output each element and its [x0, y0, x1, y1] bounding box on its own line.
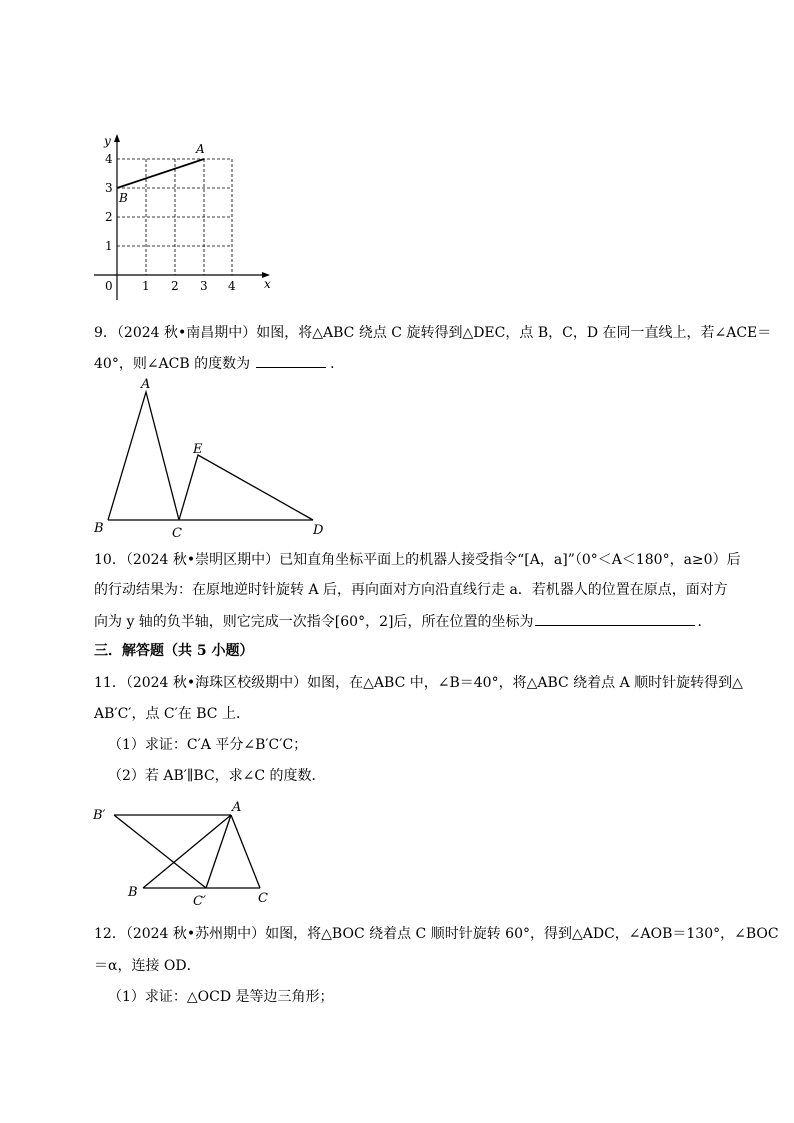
q11-label-bprime: B′ — [93, 808, 106, 823]
axes — [94, 138, 266, 300]
point-b-label: B — [119, 191, 128, 205]
q11-line-2: AB′C′，点 C′在 BC 上． — [94, 706, 250, 722]
q10-answer-blank[interactable] — [535, 611, 695, 626]
point-a-label: A — [196, 142, 205, 156]
q10-line-3-end: ． — [697, 614, 712, 630]
q12-line-1: 12．（2024 秋•苏州期中）如图，将△BOC 绕着点 C 顺时针旋转 60°，得到△ADC，∠AOB＝130°，∠BOC — [94, 926, 779, 942]
y-axis-label: y — [104, 134, 111, 148]
q9-answer-blank[interactable] — [256, 353, 326, 368]
y-axis-arrow — [114, 134, 120, 142]
q12-line-2: ＝α，连接 OD． — [94, 958, 201, 974]
segment-ab — [117, 159, 204, 188]
x-tick-1: 1 — [142, 279, 150, 293]
q9-label-b: B — [94, 521, 104, 536]
q9-figure — [88, 374, 338, 542]
x-tick-3: 3 — [200, 279, 208, 293]
q11-line-1: 11．（2024 秋•海珠区校级期中）如图，在△ABC 中，∠B＝40°，将△ABC 绕着点 A 顺时针旋转得到△ — [94, 675, 743, 691]
x-tick-4: 4 — [228, 279, 236, 293]
q9-label-e: E — [193, 442, 203, 457]
x-axis-label: x — [264, 277, 271, 291]
q11-seg-bprime-cprime — [114, 815, 206, 888]
q9-label-a: A — [141, 377, 151, 392]
q11-label-cprime: C′ — [193, 894, 206, 909]
q12-part-1: （1）求证：△OCD 是等边三角形； — [108, 989, 334, 1005]
q10-line-3-text: 向为 y 轴的负半轴，则它完成一次指令[60°，2]后，所在位置的坐标为 — [94, 614, 534, 630]
x-tick-2: 2 — [171, 279, 179, 293]
q10-line-2: 的行动结果为：在原地逆时针旋转 A 后，再向面对方向沿直线行走 a．若机器人的位置在原点，面对方 — [94, 582, 728, 598]
q9-line-1: 9．（2024 秋•南昌期中）如图，将△ABC 绕点 C 旋转得到△DEC，点 B，C，D 在同一直线上，若∠ACE＝ — [94, 325, 772, 341]
y-tick-3: 3 — [105, 181, 113, 195]
q10-line-3 — [94, 611, 711, 631]
origin-label: 0 — [105, 279, 113, 293]
q9-line-2-text: 40°，则∠ACB 的度数为 — [94, 356, 251, 372]
q10-line-1: 10．（2024 秋•崇明区期中）已知直角坐标平面上的机器人接受指令“[A，a]”（0°＜A＜180°，a≥0）后 — [94, 552, 741, 568]
coordinate-grid-figure — [80, 128, 280, 308]
q9-label-d: D — [313, 523, 324, 538]
grid-lines — [117, 159, 232, 275]
q11-part-2: （2）若 AB′∥BC，求∠C 的度数． — [108, 768, 326, 784]
y-tick-1: 1 — [105, 239, 113, 253]
q9-line-2-end: ． — [330, 356, 345, 372]
q11-label-b: B — [128, 885, 138, 900]
q9-triangle-dec — [179, 455, 313, 520]
section-3-title: 三．解答题（共 5 小题） — [94, 643, 254, 659]
y-tick-2: 2 — [105, 210, 113, 224]
q9-line-2 — [94, 353, 344, 373]
q11-figure — [88, 798, 288, 910]
q9-label-c: C — [172, 526, 182, 541]
q9-triangle-abc — [108, 392, 179, 520]
q11-seg-a-c — [231, 815, 260, 888]
q11-part-1: （1）求证：C′A 平分∠B′C′C； — [108, 737, 308, 753]
y-tick-4: 4 — [105, 152, 113, 166]
q11-label-a: A — [232, 800, 242, 815]
q11-label-c: C — [258, 891, 268, 906]
q11-seg-a-b — [143, 815, 231, 888]
